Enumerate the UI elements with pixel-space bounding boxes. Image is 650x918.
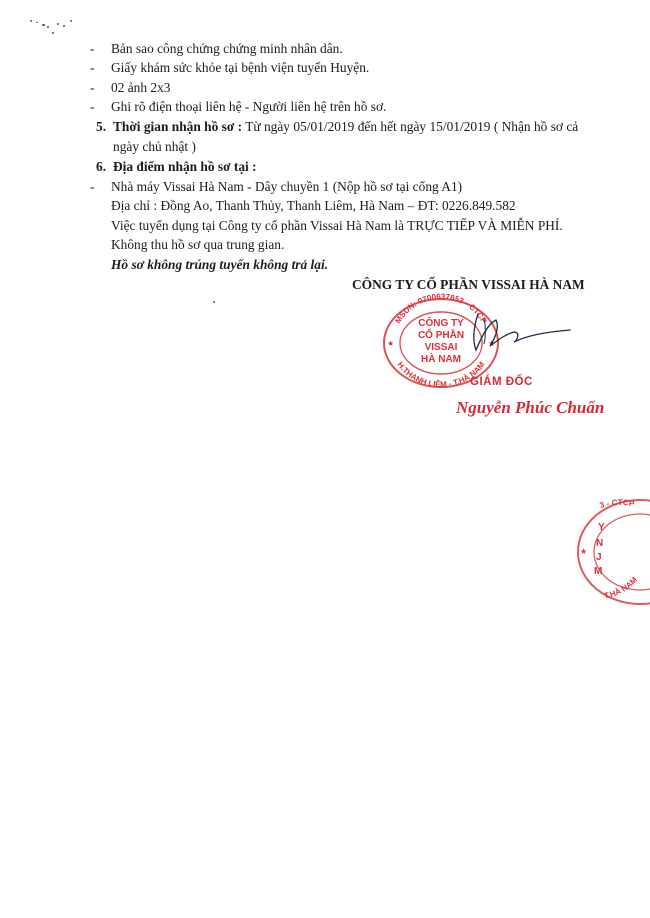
partial-stamp-letter: M (594, 566, 603, 577)
stamp-star-icon: ★ (580, 547, 588, 556)
stamp-star-icon: ★ (387, 339, 395, 348)
director-title: GIÁM ĐỐC (470, 376, 533, 388)
signature-scribble (460, 306, 580, 356)
partial-stamp-ring: 3 - CTCP (598, 497, 636, 511)
stamp-ring-bottom: H.THANH LIÊM - T.HÀ NAM (395, 360, 487, 389)
section-heading: Thời gian nhận hồ sơ : (113, 119, 243, 134)
free-recruitment-line: Việc tuyển dụng tại Công ty cổ phần Vissai Hà Nam là TRỰC TIẾP VÀ MIỄN PHÍ. (111, 218, 563, 233)
stamp-line: VISSAI (424, 342, 458, 353)
list-item-text: Giấy khám sức khỏe tại bệnh viện tuyến Huyện. (111, 60, 370, 75)
location-line: Nhà máy Vissai Hà Nam - Dây chuyền 1 (Nộp hồ sơ tại cổng A1) (111, 179, 463, 194)
section-heading: Địa điểm nhận hồ sơ tại : (113, 159, 257, 174)
address-line: Địa chỉ : Đồng Ao, Thanh Thủy, Thanh Liêm, Hà Nam – ĐT: 0226.849.582 (111, 198, 516, 213)
list-item-text: Bản sao công chứng chứng minh nhân dân. (111, 41, 343, 56)
partial-stamp-letter: N (596, 538, 604, 549)
list-item-text: 02 ảnh 2x3 (111, 80, 171, 95)
section-number: 6. (96, 159, 107, 174)
section-number: 5. (96, 119, 107, 134)
list-item-text: Ghi rõ điện thoại liên hệ - Người liên hệ trên hồ sơ. (111, 99, 387, 114)
partial-stamp-letter: Y (598, 522, 605, 533)
company-name: CÔNG TY CỔ PHẦN VISSAI HÀ NAM (352, 277, 585, 292)
stamp-ring-top: MSDN: 0700637853 - CTCP (393, 293, 489, 326)
stamp-star-icon: ★ (488, 339, 496, 348)
svg-text:T.HÀ NAM (603, 575, 639, 600)
svg-text:3 - CTCP (599, 498, 636, 510)
director-name: Nguyễn Phúc Chuẩn (456, 398, 605, 417)
section-text-continued: ngày chủ nhật ) (113, 139, 196, 154)
stamp-line: HÀ NAM (421, 354, 461, 365)
note-text: Hồ sơ không trúng tuyển không trả lại. (111, 257, 329, 272)
section-text: Từ ngày 05/01/2019 đến hết ngày 15/01/2019 ( Nhận hồ sơ cả (245, 119, 579, 134)
stamp-line: CÔNG TY (418, 318, 464, 329)
stamp-line: CỔ PHẦN (417, 330, 465, 341)
partial-stamp-letter: J (596, 552, 602, 563)
no-intermediary-line: Không thu hồ sơ qua trung gian. (111, 237, 285, 252)
partial-stamp-ring-bottom: T.HÀ NAM (603, 575, 640, 601)
partial-stamp (560, 494, 650, 610)
